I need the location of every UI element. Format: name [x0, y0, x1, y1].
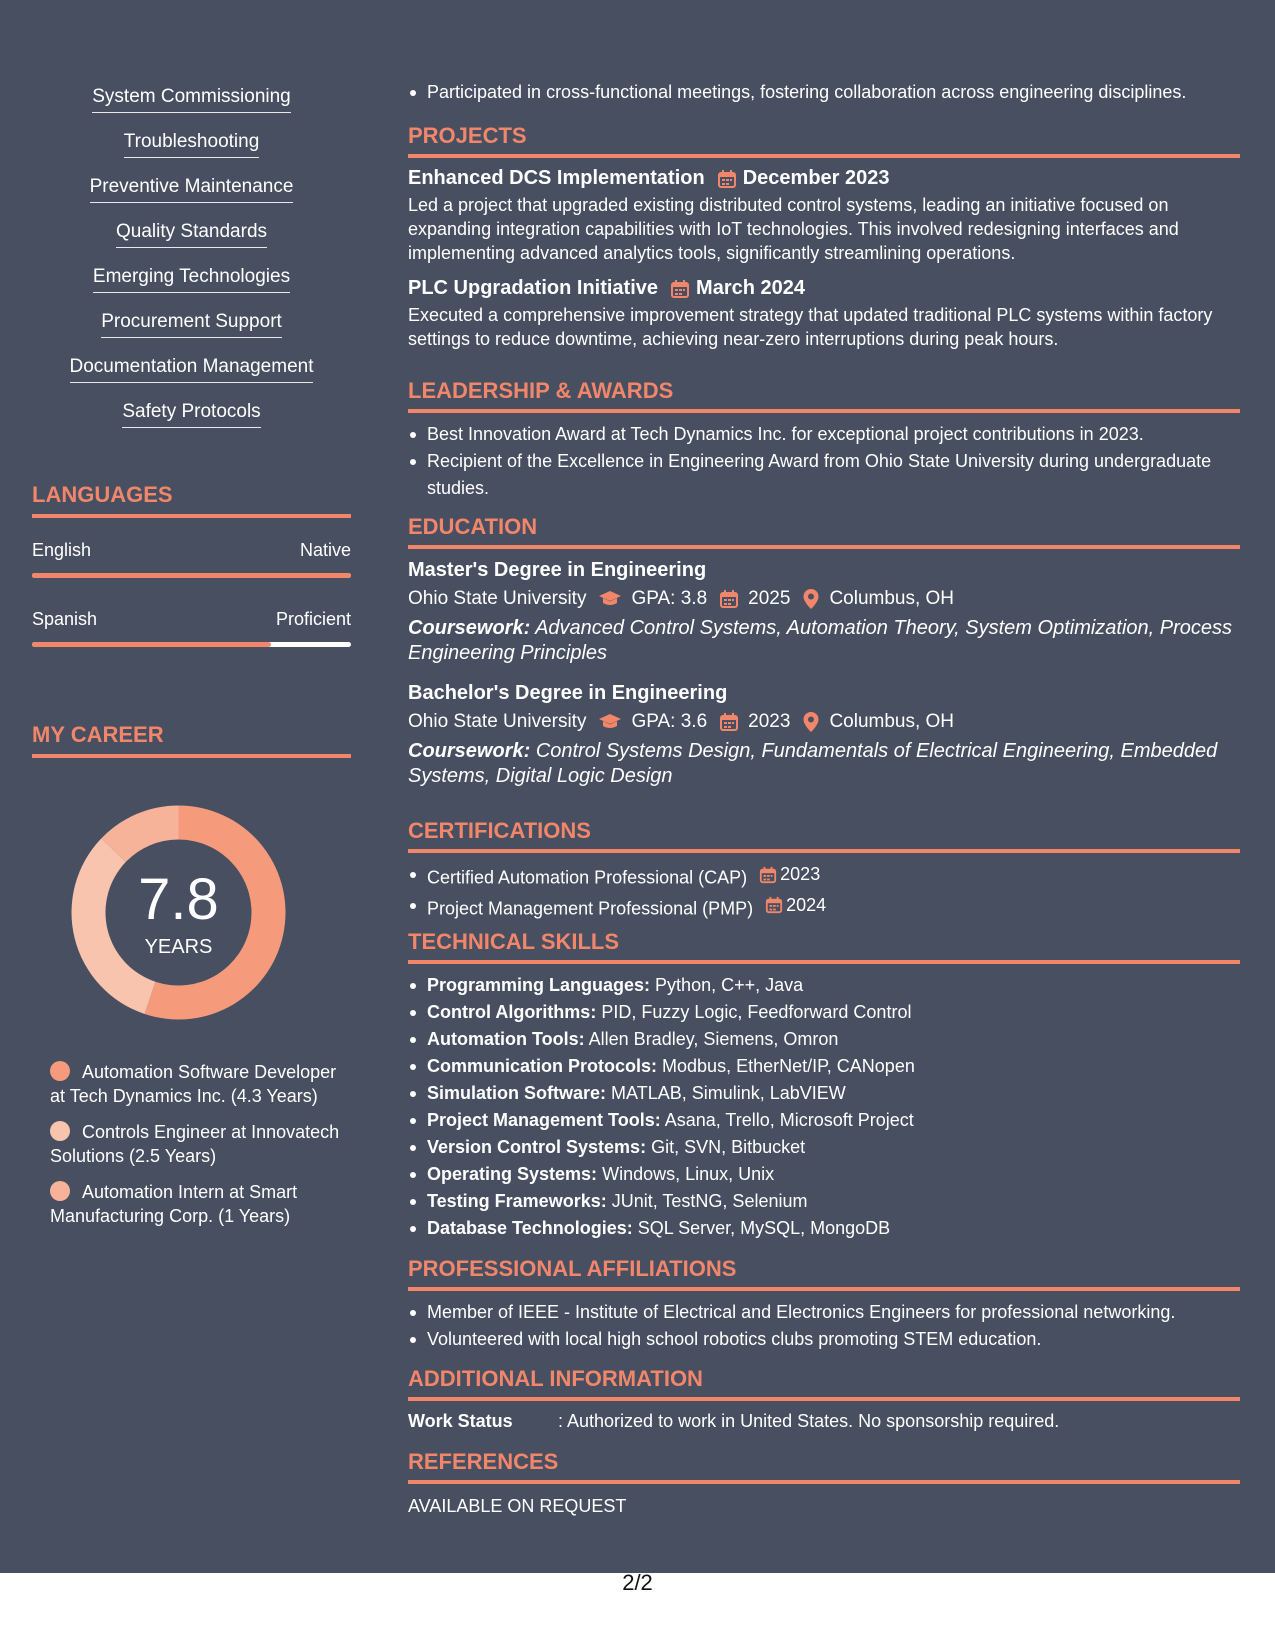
skill-label: Documentation Management [70, 356, 314, 383]
skill-item [32, 311, 351, 356]
location-pin-icon [802, 711, 820, 733]
project-title: Enhanced DCS Implementation [408, 167, 705, 189]
technical-skill-label: Communication Protocols: [427, 1056, 658, 1076]
coursework-list: Advanced Control Systems, Automation Theory, System Optimization, Process Engineering Principles [408, 617, 1233, 664]
additional-info-section [408, 1366, 1240, 1432]
projects-section [408, 123, 1240, 351]
references-heading: REFERENCES [408, 1449, 1240, 1484]
project-date: December 2023 [742, 167, 890, 189]
career-item [50, 1180, 350, 1228]
project-title-row [408, 277, 1240, 300]
technical-skill-item [408, 1161, 1240, 1188]
technical-skill-value: PID, Fuzzy Logic, Feedforward Control [601, 1002, 912, 1022]
language-name: English [32, 540, 92, 560]
certifications-heading: CERTIFICATIONS [408, 818, 1240, 853]
technical-skills-heading: TECHNICAL SKILLS [408, 929, 1240, 964]
project-date: March 2024 [696, 277, 805, 299]
career-unit: YEARS [144, 936, 213, 958]
technical-skill-item [408, 999, 1240, 1026]
certifications-section [408, 818, 1240, 922]
technical-skills-list [408, 972, 1240, 1242]
project-description: Led a project that upgraded existing distributed control systems, leading an initiative focused on expanding integration capabilities with IoT technologies. This involved redesigning interfaces and implementing advanced analytics tools, significantly streamlining operations. [408, 195, 1179, 263]
page-number: 2/2 [622, 1570, 653, 1595]
career-donut [66, 800, 291, 1025]
experience-bullets [408, 79, 1240, 106]
language-bar [32, 573, 351, 578]
technical-skill-item [408, 1053, 1240, 1080]
coursework-label: Coursework: [408, 617, 531, 639]
technical-skill-item [408, 1134, 1240, 1161]
language-bar [32, 642, 351, 647]
coursework [408, 616, 1240, 666]
technical-skill-value: SQL Server, MySQL, MongoDB [637, 1218, 891, 1238]
technical-skill-item [408, 1215, 1240, 1242]
graduation-cap-icon [598, 713, 622, 731]
career-label: Controls Engineer at Innovatech Solutions (2.5 Years) [50, 1122, 340, 1166]
technical-skills-section [408, 929, 1240, 1242]
education-entry [408, 682, 1240, 789]
technical-skill-value: MATLAB, Simulink, LabVIEW [611, 1083, 846, 1103]
skill-item [32, 86, 351, 131]
leadership-section [408, 378, 1240, 502]
language-spanish [32, 609, 351, 647]
education-section [408, 514, 1240, 789]
affiliations-heading: PROFESSIONAL AFFILIATIONS [408, 1256, 1240, 1291]
career-total: 7.8 [138, 867, 219, 932]
legend-dot-icon [50, 1121, 70, 1141]
skill-label: Quality Standards [116, 221, 267, 248]
education-meta [408, 588, 1240, 610]
graduation-year: 2023 [748, 711, 791, 732]
technical-skill-label: Version Control Systems: [427, 1137, 647, 1157]
project-description: Executed a comprehensive improvement strategy that updated traditional PLC systems within factory settings to reduce downtime, achieving near-zero interruptions during peak hours. [408, 305, 1213, 349]
coursework-label: Coursework: [408, 740, 531, 762]
location: Columbus, OH [829, 588, 955, 609]
references-section [408, 1449, 1240, 1518]
skill-label: Emerging Technologies [93, 266, 290, 293]
career-label: Automation Intern at Smart Manufacturing Corp. (1 Years) [50, 1182, 298, 1226]
graduation-year: 2025 [748, 588, 791, 609]
additional-info-heading: ADDITIONAL INFORMATION [408, 1366, 1240, 1401]
calendar-icon [719, 589, 739, 609]
skill-label: Troubleshooting [124, 131, 260, 158]
technical-skill-value: Windows, Linux, Unix [602, 1164, 775, 1184]
calendar-icon [765, 896, 783, 914]
degree-title: Master's Degree in Engineering [408, 559, 707, 581]
coursework [408, 739, 1240, 789]
leadership-heading: LEADERSHIP & AWARDS [408, 378, 1240, 413]
language-english [32, 540, 351, 578]
certification-name: Project Management Professional (PMP) [427, 898, 754, 918]
technical-skill-label: Programming Languages: [427, 975, 651, 995]
technical-skill-label: Control Algorithms: [427, 1002, 597, 1022]
affiliation-item: Volunteered with local high school robotics clubs promoting STEM education. [408, 1326, 1240, 1353]
certification-item [408, 861, 1240, 892]
career-heading: MY CAREER [32, 722, 351, 758]
technical-skill-value: Asana, Trello, Microsoft Project [664, 1110, 914, 1130]
certification-year: 2024 [786, 894, 827, 915]
work-status-value: : Authorized to work in United States. No sponsorship required. [558, 1411, 1060, 1431]
school-name: Ohio State University [408, 588, 587, 609]
language-bar-fill [32, 642, 271, 647]
certification-year: 2023 [780, 864, 821, 884]
technical-skill-item [408, 1107, 1240, 1134]
technical-skill-item [408, 1080, 1240, 1107]
projects-heading: PROJECTS [408, 123, 1240, 158]
skills-list [32, 86, 351, 446]
education-meta [408, 711, 1240, 733]
gpa: GPA: 3.8 [631, 588, 708, 609]
languages-heading: LANGUAGES [32, 482, 351, 518]
gpa: GPA: 3.6 [631, 711, 708, 732]
skill-item [32, 401, 351, 446]
career-label: Automation Software Developer at Tech Dynamics Inc. (4.3 Years) [50, 1062, 337, 1106]
calendar-icon [717, 169, 737, 189]
career-item [50, 1120, 350, 1168]
school-name: Ohio State University [408, 711, 587, 732]
technical-skill-value: JUnit, TestNG, Selenium [611, 1191, 808, 1211]
graduation-cap-icon [598, 590, 622, 608]
career-legend [50, 1060, 350, 1240]
work-status-row [408, 1411, 1240, 1432]
technical-skill-label: Testing Frameworks: [427, 1191, 607, 1211]
technical-skill-label: Operating Systems: [427, 1164, 598, 1184]
certification-item [408, 892, 1240, 923]
skill-item [32, 266, 351, 311]
leadership-item: Best Innovation Award at Tech Dynamics Inc. for exceptional project contributions in 2023. [408, 421, 1240, 448]
references-text: AVAILABLE ON REQUEST [408, 1496, 627, 1516]
technical-skill-label: Project Management Tools: [427, 1110, 661, 1130]
technical-skill-value: Modbus, EtherNet/IP, CANopen [662, 1056, 915, 1076]
location: Columbus, OH [829, 711, 955, 732]
language-name: Spanish [32, 609, 98, 629]
certification-name: Certified Automation Professional (CAP) [427, 867, 748, 888]
project-title: PLC Upgradation Initiative [408, 277, 659, 299]
technical-skill-item [408, 1026, 1240, 1053]
skill-label: Preventive Maintenance [90, 176, 294, 203]
technical-skill-value: Python, C++, Java [655, 975, 804, 995]
experience-bullet: Participated in cross-functional meetings, fostering collaboration across engineering disciplines. [408, 79, 1240, 106]
language-bar-fill [32, 573, 351, 578]
technical-skill-label: Simulation Software: [427, 1083, 607, 1103]
technical-skill-label: Database Technologies: [427, 1218, 633, 1238]
project-title-row [408, 167, 1240, 190]
technical-skill-item [408, 972, 1240, 999]
technical-skill-value: Allen Bradley, Siemens, Omron [588, 1029, 839, 1049]
calendar-icon [719, 712, 739, 732]
coursework-list: Control Systems Design, Fundamentals of Electrical Engineering, Embedded Systems, Digital Logic Design [408, 740, 1218, 787]
skill-label: Safety Protocols [122, 401, 260, 428]
skill-label: Procurement Support [101, 311, 282, 338]
language-level: Proficient [275, 609, 351, 629]
legend-dot-icon [50, 1181, 70, 1201]
education-entry [408, 559, 1240, 666]
skill-item [32, 356, 351, 401]
degree-title: Bachelor's Degree in Engineering [408, 682, 728, 704]
work-status-label: Work Status [408, 1411, 513, 1431]
technical-skill-label: Automation Tools: [427, 1029, 585, 1049]
technical-skill-value: Git, SVN, Bitbucket [651, 1137, 806, 1157]
language-level: Native [299, 540, 351, 560]
education-heading: EDUCATION [408, 514, 1240, 549]
career-item [50, 1060, 350, 1108]
leadership-item: Recipient of the Excellence in Engineering Award from Ohio State University during undergraduate studies. [408, 448, 1240, 502]
skill-item [32, 176, 351, 221]
skill-item [32, 131, 351, 176]
technical-skill-item [408, 1188, 1240, 1215]
affiliations-section [408, 1256, 1240, 1353]
legend-dot-icon [50, 1061, 70, 1081]
calendar-icon [670, 279, 690, 299]
skill-item [32, 221, 351, 266]
affiliation-item: Member of IEEE - Institute of Electrical and Electronics Engineers for professional networking. [408, 1299, 1240, 1326]
location-pin-icon [802, 588, 820, 610]
skill-label: System Commissioning [92, 86, 291, 113]
calendar-icon [759, 866, 777, 884]
